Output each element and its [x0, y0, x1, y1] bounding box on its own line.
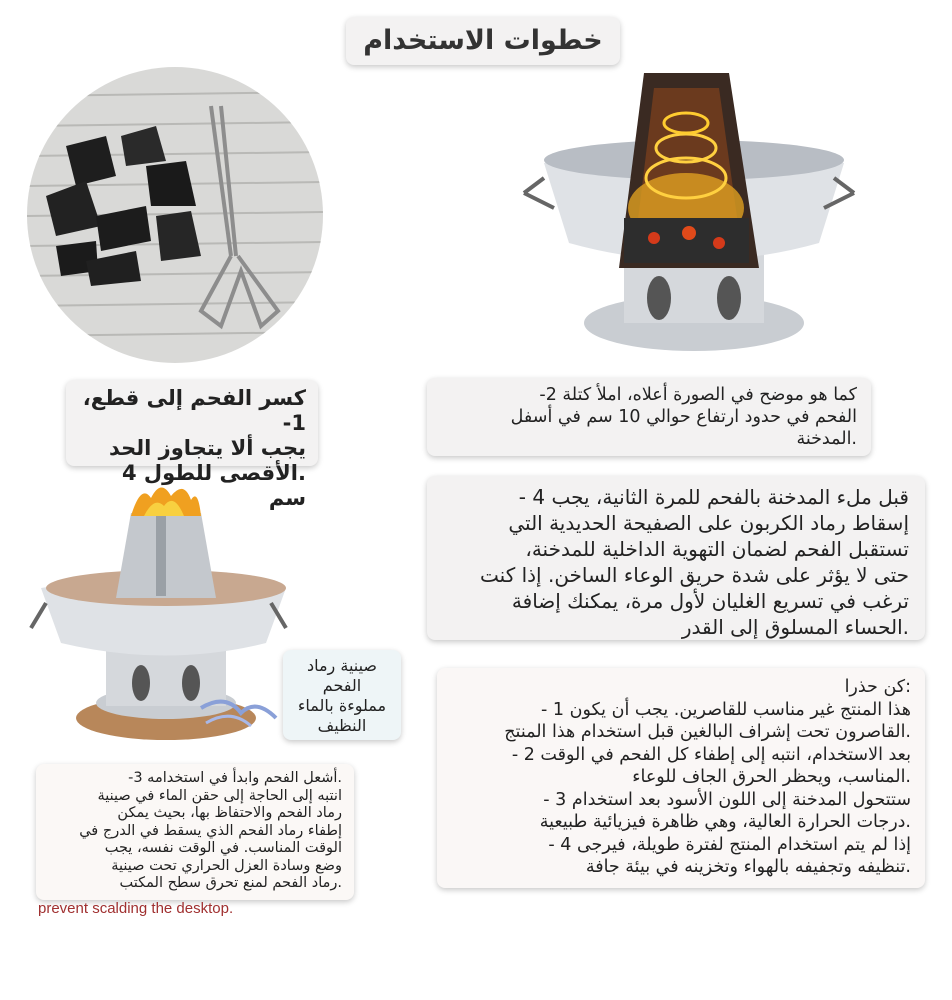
warning-line: هذا المنتج غير مناسب للقاصرين. يجب أن يكون 1 - [541, 699, 911, 720]
step-2-line: كما هو موضح في الصورة أعلاه، املأ كتلة 2- [539, 385, 857, 405]
step-2-line: الفحم في حدود ارتفاع حوالي 10 سم في أسفل [510, 407, 857, 427]
warning-text [437, 668, 925, 888]
charcoal-tongs-image [26, 66, 324, 364]
step-3-line: رماد الفحم والاحتفاظ بها، بحيث يمكن [117, 805, 342, 821]
warning-line: .المناسب، ويحظر الحرق الجاف للوعاء [632, 767, 911, 787]
warning-line: بعد الاستخدام، انتبه إلى إطفاء كل الفحم في الوقت 2 - [511, 744, 911, 765]
ash-tray-line: الفحم [322, 676, 362, 695]
step-3-line: الوقت المناسب. في الوقت نفسه، يجب [104, 840, 342, 856]
warning-line: ستتحول المدخنة إلى اللون الأسود بعد استخدام 3 - [543, 789, 911, 810]
hotpot-cutaway-image [514, 68, 864, 360]
warning-line: .القاصرون تحت إشراف البالغين قبل استخدام هذا المنتج [504, 722, 911, 742]
warning-line: .تنظيفه وتجفيفه بالهواء وتخزينه في بيئة جافة [585, 857, 911, 877]
step-1-text [66, 380, 318, 510]
ash-tray-line: صينية رماد [306, 656, 378, 675]
hotpot-flame-image [26, 478, 296, 750]
step-4-line: ترغب في تسريع الغليان لأول مرة، يمكنك إضافة [511, 589, 909, 613]
ash-tray-label [283, 650, 401, 740]
step-3-line: .رماد الفحم لمنع تحرق سطح المكتب [119, 875, 342, 891]
warning-heading: :كن حذرا [844, 677, 911, 697]
step-3-line: انتبه إلى الحاجة إلى حقن الماء في صينية [97, 787, 342, 804]
step-4-line: تستقبل الفحم لضمان التهوية الداخلية للمدخنة، [525, 537, 909, 561]
step-1-line: كسر الفحم إلى قطع، 1- [82, 386, 306, 435]
step-4-line: إسقاط رماد الكربون على الصفيحة الحديدية التي [508, 511, 909, 535]
step-4-line: حتى لا يؤثر على شدة حريق الوعاء الساخن. إذا كنت [480, 563, 909, 587]
step-4-text [427, 476, 925, 640]
warning-line: .درجات الحرارة العالية، وهي ظاهرة فيزيائية طبيعية [539, 812, 911, 832]
step-3-line: .أشعل الفحم وابدأ في استخدامه 3- [128, 770, 342, 786]
step-2-text [427, 378, 871, 456]
step-1-line: .الأقصى للطول 4 سم [121, 461, 306, 510]
step-4-line: .الحساء المسلوق إلى القدر [681, 615, 909, 639]
step-1-line: يجب ألا يتجاوز الحد [109, 436, 306, 460]
step-3-line: وضع وسادة العزل الحراري تحت صينية [111, 857, 342, 874]
warning-line: إذا لم يتم استخدام المنتج لفترة طويلة، فيرجى 4 - [548, 834, 911, 855]
page-title: خطوات الاستخدام [346, 17, 620, 65]
step-2-line: .المدخنة [796, 429, 857, 449]
step-3-text [36, 764, 354, 900]
step-3-line: إطفاء رماد الفحم الذي يسقط في الدرج في [79, 822, 342, 839]
ash-tray-line: مملوءة بالماء [297, 696, 387, 715]
english-caption-fragment: prevent scalding the desktop. [38, 900, 234, 917]
ash-tray-line: النظيف [317, 716, 367, 735]
step-4-line: قبل ملء المدخنة بالفحم للمرة الثانية، يجب 4 - [518, 485, 909, 509]
